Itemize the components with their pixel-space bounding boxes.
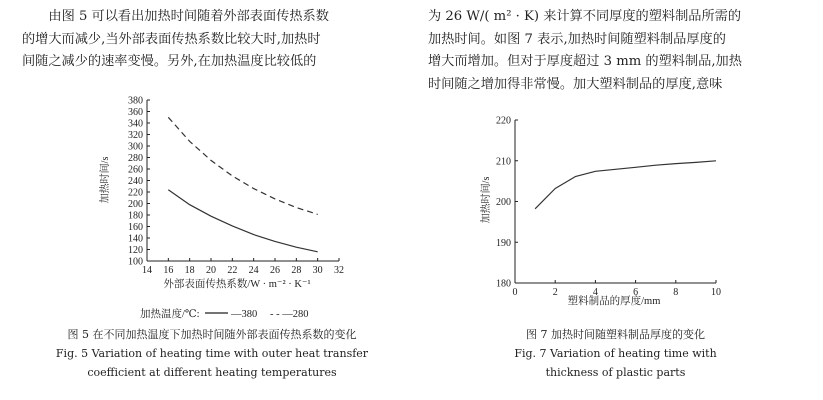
fig7-x-tick-label: 6 (633, 287, 639, 298)
fig7-x-tick-label: 2 (552, 287, 558, 298)
right-line-3: 增大而增加。但对于厚度超过 3 mm 的塑料制品,加热 (428, 54, 742, 69)
fig5-y-tick-label: 220 (128, 187, 143, 199)
fig5-caption-en-2: coefficient at different heating temperatures (87, 366, 337, 379)
right-line-1: 为 26 W/( m² · K) 来计算不同厚度的塑料制品所需的 (428, 9, 742, 24)
fig7-y-tick-label: 180 (496, 278, 511, 290)
fig5-y-tick-label: 200 (128, 199, 143, 210)
fig5-x-tick-label: 20 (206, 265, 216, 276)
fig5-x-tick-label: 22 (227, 265, 238, 276)
fig5-x-tick-label: 16 (163, 265, 174, 276)
fig5-y-axis-label: 加热时间/s (100, 156, 111, 204)
fig5-x-tick-label: 14 (142, 265, 152, 276)
fig7-y-axis-label: 加热时间/s (481, 176, 492, 224)
fig5-y-tick-label: 120 (128, 245, 143, 256)
fig5-x-tick-label: 26 (270, 265, 280, 276)
left-line-1: 由图 5 可以看出加热时间随着外部表面传热系数 (48, 9, 329, 24)
fig7-caption (428, 325, 803, 382)
fig5-y-tick-label: 360 (128, 107, 143, 118)
fig5-x-tick-label: 30 (312, 265, 323, 276)
fig7-y-tick-label: 220 (496, 115, 511, 127)
fig5-caption-cn: 图 5 在不同加热温度下加热时间随外部表面传热系数的变化 (67, 328, 357, 341)
fig5-x-axis-label: 外部表面传热系数/W · m⁻² · K⁻¹ (163, 279, 311, 290)
fig7-caption-en-2: thickness of plastic parts (545, 366, 686, 379)
fig5-y-tick-label: 180 (128, 210, 143, 222)
fig5-legend-380: —380 (231, 309, 258, 320)
fig7-x-tick-label: 4 (592, 287, 598, 298)
fig7-y-tick-label: 210 (496, 156, 511, 168)
fig5-x-tick-label: 18 (184, 265, 195, 276)
fig7-x-tick-label: 0 (512, 287, 518, 298)
fig5-y-tick-label: 240 (128, 176, 143, 187)
fig5-y-tick-label: 380 (128, 95, 143, 107)
fig5-y-tick-label: 140 (128, 233, 143, 245)
fig5-caption-en-1: Fig. 5 Variation of heating time with outer heat transfer (55, 347, 369, 360)
right-line-4: 时间随之增加得非常慢。加大塑料制品的厚度,意味 (428, 76, 723, 92)
fig5-y-tick-label: 340 (128, 118, 143, 130)
fig5-y-tick-label: 300 (128, 141, 143, 153)
fig7-y-tick-label: 190 (496, 237, 511, 249)
fig5-y-tick-label: 320 (128, 130, 143, 141)
fig5-y-tick-label: 260 (128, 164, 143, 176)
fig7-x-tick-label: 10 (711, 287, 721, 298)
left-line-3: 间随之减少的速率变慢。另外,在加热温度比较低的 (22, 54, 317, 69)
fig7-series-line-0 (535, 161, 716, 209)
right-line-2: 加热时间。如图 7 表示,加热时间随塑料制品厚度的 (428, 31, 726, 47)
left-line-2: 的增大而减少,当外部表面传热系数比较大时,加热时 (22, 31, 321, 47)
fig5-x-tick-label: 24 (248, 265, 259, 276)
fig7-caption-cn: 图 7 加热时间随塑料制品厚度的变化 (526, 328, 705, 341)
fig5-y-tick-label: 280 (128, 153, 143, 164)
fig7-caption-en-1: Fig. 7 Variation of heating time with (514, 347, 717, 360)
fig5-x-tick-label: 28 (291, 265, 302, 276)
fig5-x-tick-label: 32 (334, 265, 344, 276)
fig5-legend-280: - - —280 (270, 309, 309, 320)
fig5-y-tick-label: 100 (128, 256, 143, 268)
fig7-x-axis-label: 塑料制品的厚度/mm (567, 296, 661, 307)
fig5-y-tick-label: 160 (128, 222, 143, 233)
fig7-x-tick-label: 8 (673, 287, 679, 298)
fig5-legend-prefix: 加热温度/℃: (140, 309, 200, 320)
fig7-y-tick-label: 200 (496, 197, 511, 208)
fig5-caption (22, 325, 402, 382)
